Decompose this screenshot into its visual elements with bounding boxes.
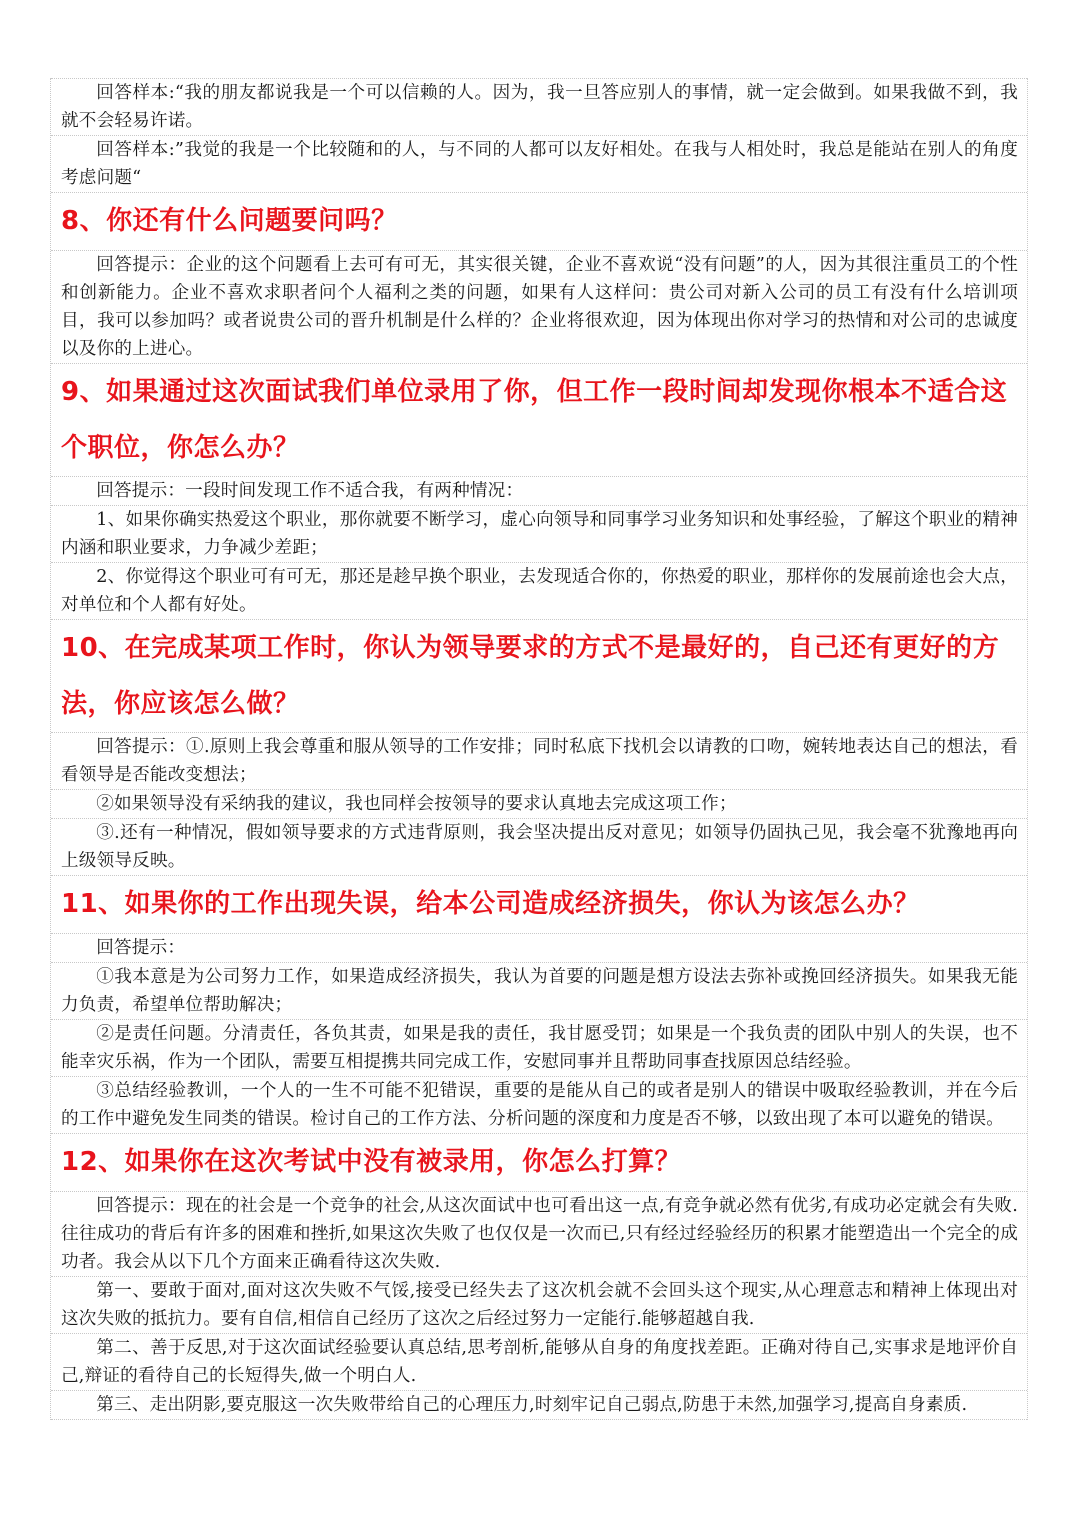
answer-sample-2: 回答样本:”我觉的我是一个比较随和的人，与不同的人都可以友好相处。在我与人相处时，我总是能站在别人的角度考虑问题“ — [51, 135, 1027, 192]
document-page — [50, 78, 1028, 1420]
question-8-heading: 8、你还有什么问题要问吗？ — [51, 192, 1027, 250]
question-11-answer-point-2: ②是责任问题。分清责任，各负其责，如果是我的责任，我甘愿受罚；如果是一个我负责的团队中别人的失误，也不能幸灾乐祸，作为一个团队，需要互相提携共同完成工作，安慰同事并且帮助同事查找原因总结经验。 — [51, 1019, 1027, 1076]
question-11-answer-point-3: ③总结经验教训，一个人的一生不可能不犯错误，重要的是能从自己的或者是别人的错误中吸取经验教训，并在今后的工作中避免发生同类的错误。检讨自己的工作方法、分析问题的深度和力度是否不够，以致出现了本可以避免的错误。 — [51, 1076, 1027, 1133]
question-12-answer-point-3: 第三、走出阴影,要克服这一次失败带给自己的心理压力,时刻牢记自己弱点,防患于未然,加强学习,提高自身素质. — [51, 1390, 1027, 1420]
question-11-answer-intro: 回答提示： — [51, 933, 1027, 962]
question-12-answer-point-1: 第一、要敢于面对,面对这次失败不气馁,接受已经失去了这次机会就不会回头这个现实,从心理意志和精神上体现出对这次失败的抵抗力。要有自信,相信自己经历了这次之后经过努力一定能行.能够超越自我. — [51, 1276, 1027, 1333]
question-10-heading: 10、在完成某项工作时，你认为领导要求的方式不是最好的，自己还有更好的方法，你应该怎么做？ — [51, 619, 1027, 732]
question-12-answer-point-2: 第二、善于反思,对于这次面试经验要认真总结,思考剖析,能够从自身的角度找差距。正确对待自己,实事求是地评价自己,辩证的看待自己的长短得失,做一个明白人. — [51, 1333, 1027, 1390]
question-10-answer-point-2: ②如果领导没有采纳我的建议，我也同样会按领导的要求认真地去完成这项工作； — [51, 789, 1027, 818]
question-9-answer-intro: 回答提示：一段时间发现工作不适合我，有两种情况： — [51, 476, 1027, 505]
question-11-answer-point-1: ①我本意是为公司努力工作，如果造成经济损失，我认为首要的问题是想方设法去弥补或挽回经济损失。如果我无能力负责，希望单位帮助解决； — [51, 962, 1027, 1019]
question-9-answer-point-1: 1、如果你确实热爱这个职业，那你就要不断学习，虚心向领导和同事学习业务知识和处事经验，了解这个职业的精神内涵和职业要求，力争减少差距； — [51, 505, 1027, 562]
question-12-answer-intro: 回答提示：现在的社会是一个竞争的社会,从这次面试中也可看出这一点,有竞争就必然有优劣,有成功必定就会有失败.往往成功的背后有许多的困难和挫折,如果这次失败了也仅仅是一次而已,只有经过经验经历的积累才能塑造出一个完全的成功者。我会从以下几个方面来正确看待这次失败. — [51, 1191, 1027, 1276]
question-8-answer: 回答提示：企业的这个问题看上去可有可无，其实很关键，企业不喜欢说“没有问题”的人，因为其很注重员工的个性和创新能力。企业不喜欢求职者问个人福利之类的问题，如果有人这样问：贵公司对新入公司的员工有没有什么培训项目，我可以参加吗？或者说贵公司的晋升机制是什么样的？企业将很欢迎，因为体现出你对学习的热情和对公司的忠诚度以及你的上进心。 — [51, 250, 1027, 363]
question-10-answer-point-1: 回答提示：①.原则上我会尊重和服从领导的工作安排；同时私底下找机会以请教的口吻，婉转地表达自己的想法，看看领导是否能改变想法； — [51, 732, 1027, 789]
question-9-answer-point-2: 2、你觉得这个职业可有可无，那还是趁早换个职业，去发现适合你的，你热爱的职业，那样你的发展前途也会大点，对单位和个人都有好处。 — [51, 562, 1027, 619]
question-11-heading: 11、如果你的工作出现失误，给本公司造成经济损失，你认为该怎么办？ — [51, 875, 1027, 933]
question-9-heading: 9、如果通过这次面试我们单位录用了你，但工作一段时间却发现你根本不适合这个职位，你怎么办？ — [51, 363, 1027, 476]
answer-sample-1: 回答样本:“我的朋友都说我是一个可以信赖的人。因为，我一旦答应别人的事情，就一定会做到。如果我做不到，我就不会轻易许诺。 — [51, 78, 1027, 135]
question-12-heading: 12、如果你在这次考试中没有被录用，你怎么打算？ — [51, 1133, 1027, 1191]
question-10-answer-point-3: ③.还有一种情况，假如领导要求的方式违背原则，我会坚决提出反对意见；如领导仍固执己见，我会毫不犹豫地再向上级领导反映。 — [51, 818, 1027, 875]
